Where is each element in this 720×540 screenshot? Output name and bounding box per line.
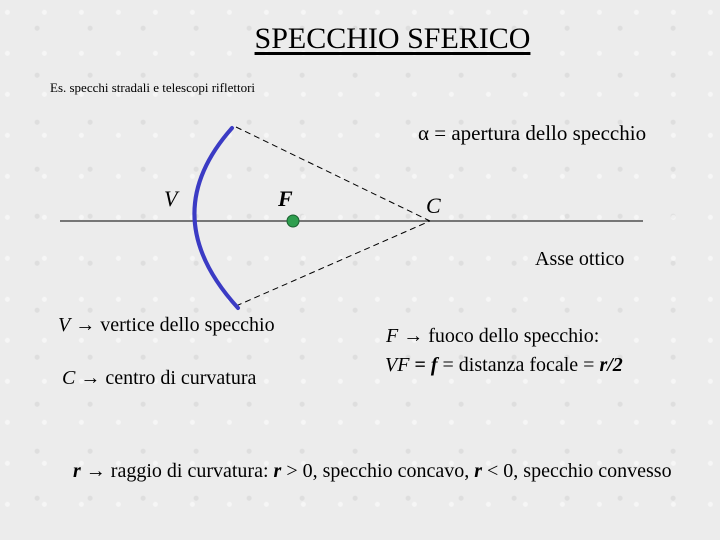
ray-bottom (236, 221, 430, 306)
r-symbol-concave: r (273, 460, 282, 482)
focus-point (287, 215, 299, 227)
vertex-definition (58, 314, 275, 337)
ray-top (236, 127, 430, 221)
focal-length-definition (385, 354, 623, 377)
center-label: C (426, 193, 441, 218)
r-symbol-convex: r (474, 460, 482, 482)
optical-axis-label: Asse ottico (535, 248, 625, 270)
focus-definition-text: fuoco dello specchio: (423, 325, 600, 347)
vertex-symbol: V (58, 314, 71, 336)
convex-text: < 0, specchio convesso (482, 460, 672, 482)
vf-symbol: VF (385, 354, 410, 376)
radius-text: raggio di curvatura: (105, 460, 274, 482)
focus-label: F (278, 186, 293, 211)
focus-definition (386, 325, 599, 348)
spherical-mirror (194, 128, 238, 308)
vertex-definition-text: vertice dello specchio (95, 314, 275, 336)
equals-sign: = (409, 354, 431, 376)
concave-text: > 0, specchio concavo, (281, 460, 475, 482)
radius-definition (73, 457, 673, 486)
f-symbol: f (430, 354, 438, 376)
center-symbol: C (62, 367, 76, 389)
center-definition-text: centro di curvatura (100, 367, 257, 389)
r-half-symbol: r/2 (599, 354, 623, 376)
focal-length-text: = distanza focale = (437, 354, 600, 376)
r-symbol: r (73, 460, 81, 482)
page-title: SPECCHIO SFERICO (254, 22, 531, 55)
arrow-icon: → (80, 367, 101, 389)
subtitle: Es. specchi stradali e telescopi riflettori (50, 80, 256, 95)
focus-symbol: F (386, 325, 399, 347)
alpha-note: α = apertura dello specchio (418, 121, 647, 145)
vertex-label: V (164, 186, 178, 211)
arrow-icon: → (75, 314, 96, 336)
arrow-icon: → (403, 325, 424, 347)
center-definition (62, 367, 256, 390)
arrow-icon: → (85, 460, 106, 482)
